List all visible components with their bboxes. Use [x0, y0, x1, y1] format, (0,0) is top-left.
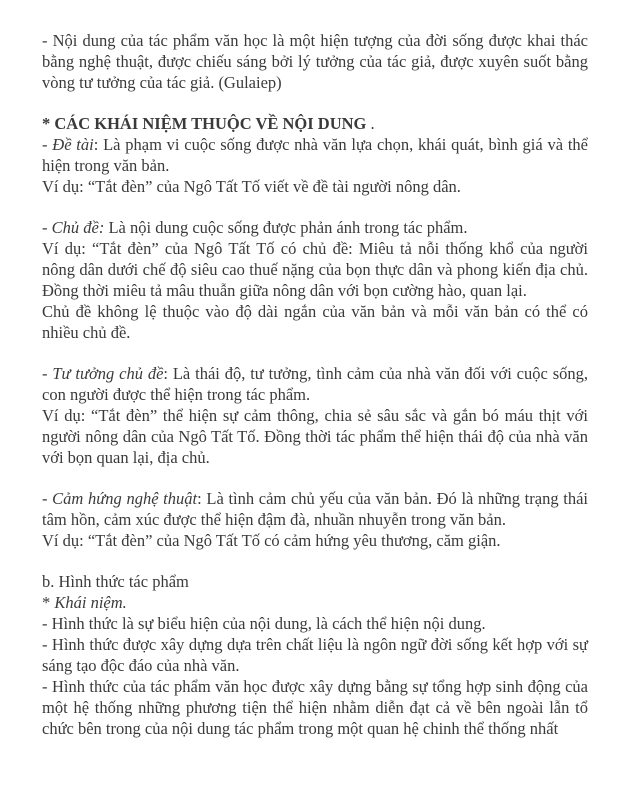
- text-run: : Là phạm vi cuộc sống được nhà văn lựa chọn, khái quát, bình giá và thể hiện trong văn bản.: [42, 135, 588, 175]
- para-tu-tuong-vi-du: [42, 405, 588, 468]
- para-noi-dung-quote: [42, 30, 588, 93]
- term-tu-tuong-chu-de: Tư tưởng chủ đề: [52, 364, 164, 383]
- text-run: Là nội dung cuộc sống được phản ánh trong tác phẩm.: [104, 218, 468, 237]
- para-de-tai: [42, 134, 588, 176]
- text-run: *: [42, 593, 55, 612]
- para-chu-de-vi-du: [42, 238, 588, 301]
- term-chu-de: Chủ đề:: [51, 218, 105, 237]
- text-run: -: [42, 135, 53, 154]
- text-run: -: [42, 218, 52, 237]
- text-run: - Hình thức là sự biểu hiện của nội dung, là cách thể hiện nội dung.: [42, 614, 486, 633]
- term-de-tai: Đề tài: [52, 135, 94, 154]
- para-khai-niem: [42, 592, 588, 613]
- text-run: - Hình thức được xây dựng dựa trên chất liệu là ngôn ngữ đời sống kết hợp với sự sáng tạo độc đáo của nhà văn.: [42, 635, 588, 675]
- text-run: : Là thái độ, tư tưởng, tình cảm của nhà văn đối với cuộc sống, con người được thể hiện trong tác phẩm.: [42, 364, 588, 404]
- text-run: Ví dụ: “Tắt đèn” của Ngô Tất Tố có chủ đề: Miêu tả nỗi thống khổ của người nông dân dưới chế độ siêu cao thuế nặng của bọn thực dân và phong kiến địa chủ. Đồng thời miêu tả mâu thuẫn giữa nông dân với bọn cường hào, quan lại.: [42, 239, 588, 300]
- para-chu-de-note: [42, 301, 588, 343]
- para-hinh-thuc-dinh-nghia-2: [42, 634, 588, 676]
- text-run: - Nội dung của tác phẩm văn học là một hiện tượng của đời sống được khai thác bằng nghệ thuật, được chiếu sáng bởi lý tưởng của tác giả, được xuyên suốt bằng vòng tư tưởng của tác giả. (Gulaiep): [42, 31, 588, 92]
- para-tu-tuong-chu-de: [42, 363, 588, 405]
- text-run: Ví dụ: “Tắt đèn” thể hiện sự cảm thông, chia sẻ sâu sắc và gắn bó máu thịt với người nông dân của Ngô Tất Tố. Đồng thời tác phẩm thể hiện thái độ của nhà văn với bọn quan lại, địa chủ.: [42, 406, 588, 467]
- text-run: -: [42, 489, 53, 508]
- heading-text: * CÁC KHÁI NIỆM THUỘC VỀ NỘI DUNG: [42, 114, 367, 133]
- text-run: Chủ đề không lệ thuộc vào độ dài ngắn của văn bản và mỗi văn bản có thể có nhiều chủ đề.: [42, 302, 588, 342]
- para-hinh-thuc-dinh-nghia-3: [42, 676, 588, 739]
- text-run: b. Hình thức tác phẩm: [42, 572, 189, 591]
- section-heading-cac-khai-niem: [42, 113, 588, 134]
- text-run: - Hình thức của tác phẩm văn học được xây dựng bằng sự tổng hợp sinh động của một hệ thống những phương tiện thể hiện nhằm diễn đạt cả về bên ngoài lẫn tổ chức bên trong của nội dung tác phẩm trong một quan hệ chinh thể thống nhất: [42, 677, 588, 738]
- para-cam-hung-nghe-thuat: [42, 488, 588, 530]
- text-run: : Là tình cảm chủ yếu của văn bản. Đó là những trạng thái tâm hồn, cảm xúc được thể hiện đậm đà, nhuần nhuyễn trong văn bản.: [42, 489, 588, 529]
- term-khai-niem: Khái niệm.: [54, 593, 127, 612]
- para-chu-de: [42, 217, 588, 238]
- para-de-tai-vi-du: [42, 176, 588, 197]
- text-run: Ví dụ: “Tắt đèn” của Ngô Tất Tố viết về đề tài người nông dân.: [42, 177, 461, 196]
- para-hinh-thuc-tac-pham: [42, 571, 588, 592]
- text-run: Ví dụ: “Tắt đèn” của Ngô Tất Tố có cảm hứng yêu thương, căm giận.: [42, 531, 501, 550]
- heading-period: .: [366, 114, 375, 133]
- para-cam-hung-vi-du: [42, 530, 588, 551]
- para-hinh-thuc-dinh-nghia-1: [42, 613, 588, 634]
- text-run: -: [42, 364, 53, 383]
- term-cam-hung-nghe-thuat: Cảm hứng nghệ thuật: [52, 489, 198, 508]
